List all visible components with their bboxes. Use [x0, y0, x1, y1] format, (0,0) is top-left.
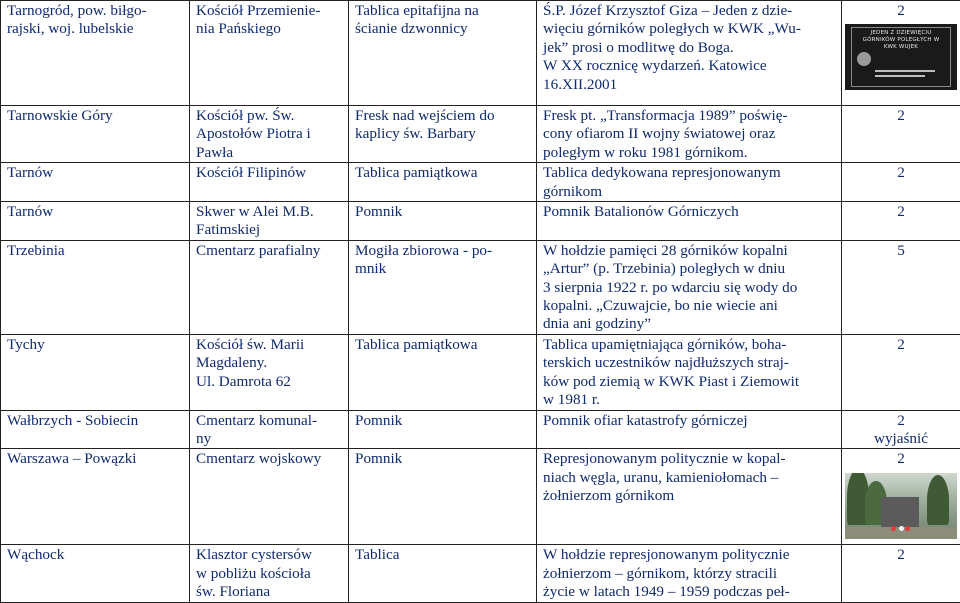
type-cell: Tablica pamiątkowa [349, 334, 537, 410]
description-cell: Ś.P. Józef Krzysztof Giza – Jeden z dzie- więciu górników poległych w KWK „Wu- jek” prosi o modlitwę do Boga. W XX rocznicę wydarzeń. Katowice 16.XII.2001 [537, 1, 842, 106]
description-cell: Fresk pt. „Transformacja 1989” poświę- cony ofiarom II wojny światowej oraz poległym w roku 1981 górnikom. [537, 106, 842, 163]
description-cell: W hołdzie represjonowanym politycznie żołnierzom – górnikom, którzy stracili życie w latach 1949 – 1959 podczas peł- [537, 545, 842, 603]
type-cell: Fresk nad wejściem do kaplicy św. Barbary [349, 106, 537, 163]
site-cell: Kościół św. Marii Magdaleny. Ul. Damrota 62 [190, 334, 349, 410]
site-cell: Kościół pw. Św. Apostołów Piotra i Pawła [190, 106, 349, 163]
type-cell: Tablica pamiątkowa [349, 163, 537, 202]
place-cell: Wąchock [1, 545, 190, 603]
table-row [1, 410, 960, 449]
monument-photo [845, 473, 957, 539]
table-row [1, 545, 960, 603]
type-cell: Pomnik [349, 410, 537, 449]
table-row [1, 163, 960, 202]
description-cell: Tablica dedykowana represjonowanym górnikom [537, 163, 842, 202]
place-cell: Tarnów [1, 202, 190, 241]
place-cell: Tarnogród, pow. biłgo- rajski, woj. lubelskie [1, 1, 190, 106]
plaque-inscription: JEDEN Z DZIEWIĘCIU GÓRNIKÓW POLEGŁYCH W KWK WUJEK [859, 30, 943, 51]
site-cell: Skwer w Alei M.B. Fatimskiej [190, 202, 349, 241]
site-cell: Cmentarz wojskowy [190, 449, 349, 545]
description-cell: W hołdzie pamięci 28 górników kopalni „Artur” (p. Trzebinia) poległych w dniu 3 sierpnia 1922 r. po wdarciu się wody do kopalni. „Czuwajcie, bo nie wiecie ani dnia ani godziny” [537, 240, 842, 334]
table-row [1, 240, 960, 334]
site-cell: Klasztor cystersów w pobliżu kościoła św. Floriana [190, 545, 349, 603]
number-cell: 2 [842, 106, 960, 163]
number-cell: 2 [842, 449, 960, 545]
site-cell: Kościół Przemienie- nia Pańskiego [190, 1, 349, 106]
type-cell: Pomnik [349, 449, 537, 545]
table-row [1, 106, 960, 163]
site-cell: Cmentarz komunal- ny [190, 410, 349, 449]
place-cell: Wałbrzych - Sobiecin [1, 410, 190, 449]
table-row [1, 334, 960, 410]
memorial-plaque-photo [845, 24, 957, 90]
number-cell: 2 [842, 202, 960, 241]
description-cell: Represjonowanym politycznie w kopal- niach węgla, uranu, kamieniołomach – żołnierzom górnikom [537, 449, 842, 545]
place-cell: Tychy [1, 334, 190, 410]
type-cell: Tablica epitafijna na ścianie dzwonnicy [349, 1, 537, 106]
number-cell: 2 JEDEN Z DZIEWIĘCIU GÓRNIKÓW POLEGŁYCH W KWK WUJEK [842, 1, 960, 106]
table-row [1, 1, 960, 106]
type-cell: Mogiła zbiorowa - po- mnik [349, 240, 537, 334]
description-cell: Pomnik ofiar katastrofy górniczej [537, 410, 842, 449]
place-cell: Tarnów [1, 163, 190, 202]
number-cell: 2 [842, 334, 960, 410]
number-cell: 5 [842, 240, 960, 334]
number-cell: 2 [842, 163, 960, 202]
number-cell: 2 [842, 545, 960, 603]
type-cell: Tablica [349, 545, 537, 603]
description-cell: Pomnik Batalionów Górniczych [537, 202, 842, 241]
site-cell: Kościół Filipinów [190, 163, 349, 202]
site-cell: Cmentarz parafialny [190, 240, 349, 334]
place-cell: Warszawa – Powązki [1, 449, 190, 545]
table-row [1, 202, 960, 241]
place-cell: Trzebinia [1, 240, 190, 334]
place-cell: Tarnowskie Góry [1, 106, 190, 163]
number-cell: 2 wyjaśnić [842, 410, 960, 449]
type-cell: Pomnik [349, 202, 537, 241]
description-cell: Tablica upamiętniająca górników, boha- terskich uczestników najdłuższych straj- ków pod ziemią w KWK Piast i Ziemowit w 1981 r. [537, 334, 842, 410]
table-row [1, 449, 960, 545]
